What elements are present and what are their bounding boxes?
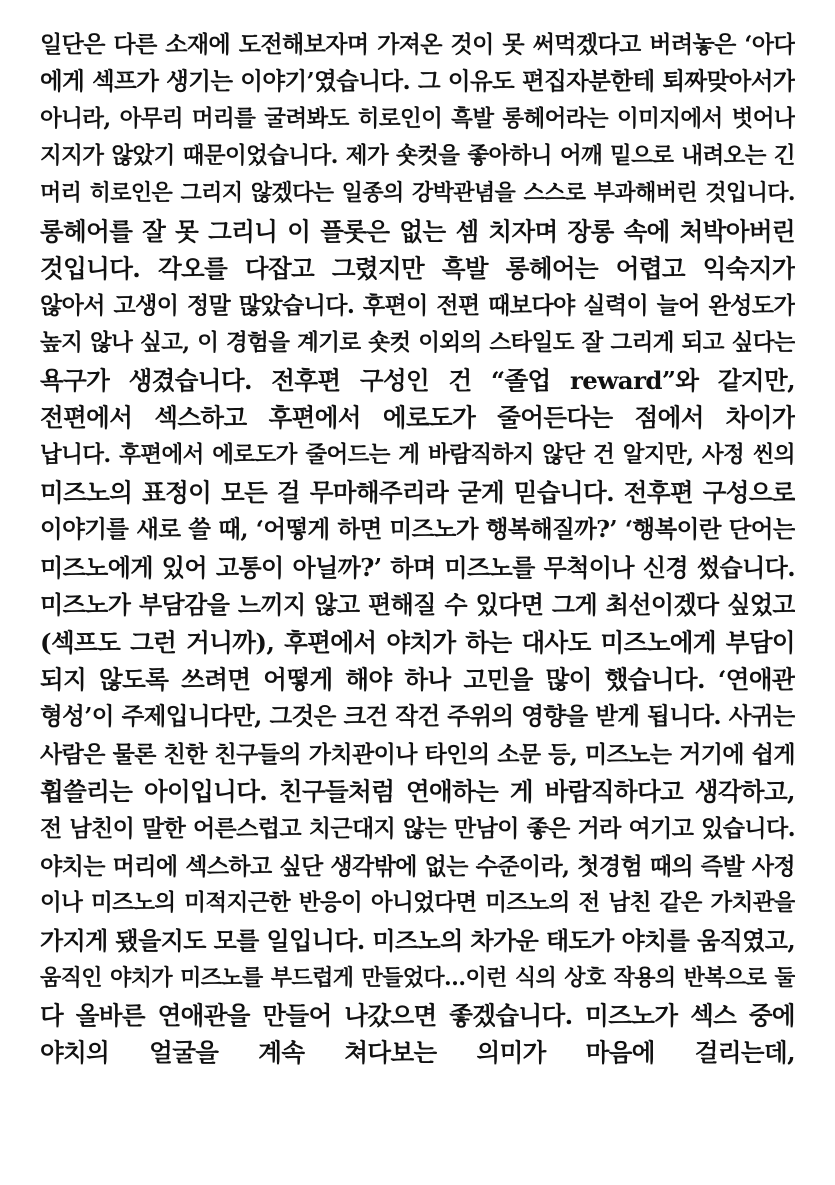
text-line: 미즈노가 부담감을 느끼지 않고 편해질 수 있다면 그게 최선이겠다 싶었고 <box>40 590 795 620</box>
text-line: 것입니다. 각오를 다잡고 그렸지만 흑발 롱헤어는 어렵고 익숙지가 <box>40 254 795 284</box>
text-line: 움직인 야치가 미즈노를 부드럽게 만들었다…이런 식의 상호 작용의 반복으로 둘 <box>40 964 795 991</box>
text-line: 가지게 됐을지도 모를 일입니다. 미즈노의 차가운 태도가 야치를 움직였고, <box>40 926 795 956</box>
text-line: 전 남친이 말한 어른스럽고 치근대지 않는 만남이 좋은 거라 여기고 있습니다. <box>40 815 795 843</box>
text-page <box>40 26 795 1072</box>
text-line: 이나 미즈노의 미적지근한 반응이 아니었다면 미즈노의 전 남친 같은 가치관을 <box>40 889 795 916</box>
text-line: 높지 않나 싶고, 이 경험을 계기로 숏컷 이외의 스타일도 잘 그리게 되고 싶다는 <box>40 329 795 356</box>
text-line: 욕구가 생겼습니다. 전후편 구성인 건 “졸업 reward”와 같지만, <box>40 366 795 396</box>
text-line: 지지가 않았기 때문이었습니다. 제가 숏컷을 좋아하니 어깨 밑으로 내려오는 긴 <box>40 143 795 170</box>
text-line: 머리 히로인은 그리지 않겠다는 일종의 강박관념을 스스로 부과해버린 것입니다. <box>40 180 795 207</box>
text-line: 사람은 물론 친한 친구들의 가치관이나 타인의 소문 등, 미즈노는 거기에 쉽게 <box>40 740 795 768</box>
text-line: 미즈노에게 있어 고통이 아닐까?’ 하며 미즈노를 무척이나 신경 썼습니다. <box>40 552 795 582</box>
text-line: 이야기를 새로 쓸 때, ‘어떻게 하면 미즈노가 행복해질까?’ ‘행복이란 단어는 <box>40 515 795 544</box>
text-line: 일단은 다른 소재에 도전해보자며 가져온 것이 못 써먹겠다고 버려놓은 ‘아다 <box>40 31 795 58</box>
text-line: 납니다. 후편에서 에로도가 줄어드는 게 바람직하지 않단 건 알지만, 사정 씬의 <box>40 441 795 468</box>
text-line: 아니라, 아무리 머리를 굴려봐도 히로인이 흑발 롱헤어라는 이미지에서 벗어나 <box>40 105 795 132</box>
text-line: 에게 섹프가 생기는 이야기’였습니다. 그 이유도 편집자분한테 퇴짜맞아서가 <box>40 67 795 96</box>
text-line: 휩쓸리는 아이입니다. 친구들처럼 연애하는 게 바람직하다고 생각하고, <box>40 776 795 806</box>
text-line: 형성’이 주제입니다만, 그것은 크건 작건 주위의 영향을 받게 됩니다. 사귀는 <box>40 702 795 731</box>
text-line: 야치는 머리에 섹스하고 싶단 생각밖에 없는 수준이라, 첫경험 때의 즉발 사정 <box>40 852 795 880</box>
text-line: 야치의 얼굴을 계속 쳐다보는 의미가 마음에 걸리는데, <box>40 1038 795 1068</box>
text-line: 전편에서 섹스하고 후편에서 에로도가 줄어든다는 점에서 차이가 <box>40 403 795 433</box>
text-line: 롱헤어를 잘 못 그리니 이 플롯은 없는 셈 치자며 장롱 속에 처박아버린 <box>40 216 795 246</box>
text-line: (섹프도 그런 거니까), 후편에서 야치가 하는 대사도 미즈노에게 부담이 <box>40 627 795 657</box>
text-line: 않아서 고생이 정말 많았습니다. 후편이 전편 때보다야 실력이 늘어 완성도가 <box>40 292 795 320</box>
text-line: 미즈노의 표정이 모든 걸 무마해주리라 굳게 믿습니다. 전후편 구성으로 <box>40 478 795 508</box>
text-line: 되지 않도록 쓰려면 어떻게 해야 하나 고민을 많이 했습니다. ‘연애관 <box>40 664 795 694</box>
text-line: 다 올바른 연애관을 만들어 나갔으면 좋겠습니다. 미즈노가 섹스 중에 <box>40 1000 795 1030</box>
